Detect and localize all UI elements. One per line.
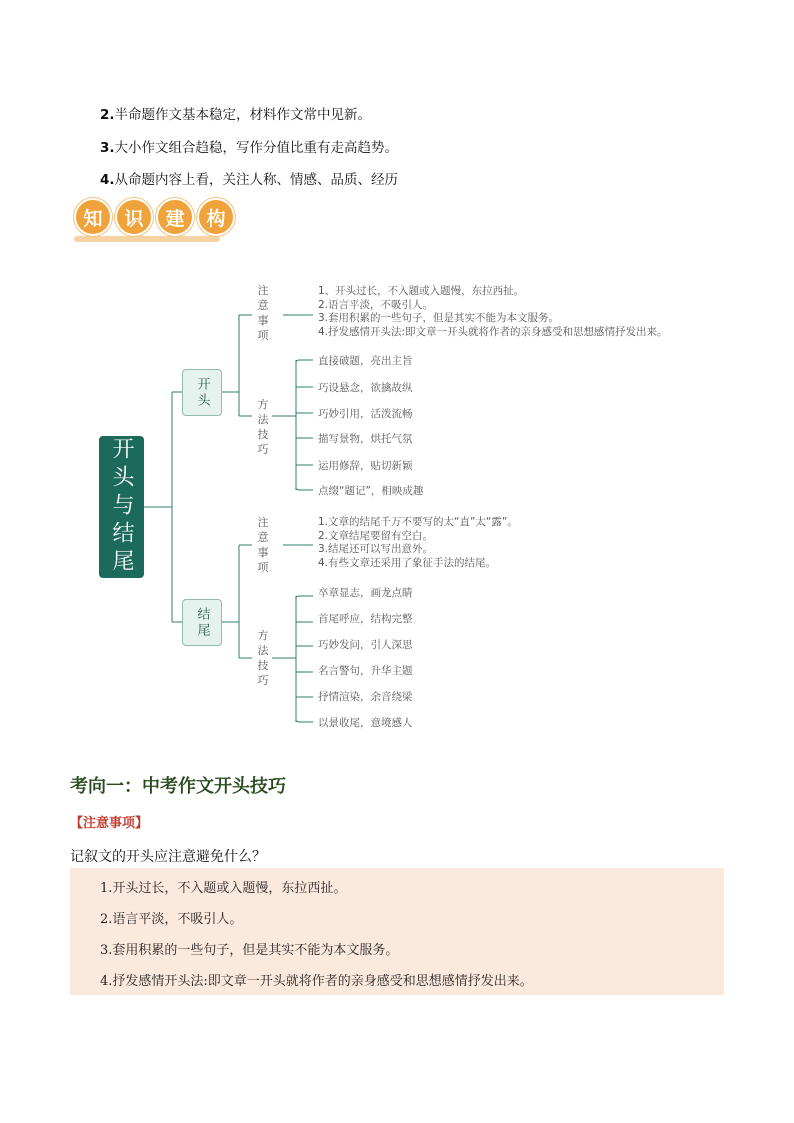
opening-method: 巧妙引用，活泼流畅: [318, 408, 413, 420]
opening-method: 直接破题，亮出主旨: [318, 355, 413, 367]
badge-char: 构: [197, 198, 235, 236]
ending-note: 2.文章结尾要留有空白。: [318, 529, 434, 542]
opening-note: 1、开头过长，不入题或入题慢，东拉西扯。: [318, 285, 525, 297]
ending-method: 以景收尾，意境感人: [318, 717, 413, 729]
ending-method: 抒情渲染，余音绕梁: [318, 691, 413, 703]
opening-method: 点缀“题记”，相映成趣: [318, 485, 424, 497]
opening-method: 巧设悬念，欲擒故纵: [318, 382, 413, 394]
opening-notes-block: [318, 285, 668, 339]
ending-notes-block: [318, 516, 518, 570]
section-title: 考向一：中考作文开头技巧: [70, 776, 286, 797]
notes-item: 2.语言平淡，不吸引人。: [100, 912, 243, 927]
ending-note: 3.结尾还可以写出意外。: [318, 543, 434, 555]
opening-method: 描写景物，烘托气氛: [318, 433, 413, 445]
ending-note: 1.文章的结尾千万不要写的太“直”太“露”。: [318, 516, 518, 528]
notes-item: 4.抒发感情开头法:即文章一开头就将作者的亲身感受和思想感情抒发出来。: [100, 974, 533, 989]
opening-note: 3.套用积累的一些句子，但是其实不能为本文服务。: [318, 312, 560, 324]
node-opening: 开头: [182, 369, 222, 416]
opening-method: 运用修辞，贴切新颖: [318, 460, 413, 472]
question-text: 记叙文的开头应注意避免什么？: [70, 849, 266, 865]
node-ending: 结尾: [182, 599, 222, 646]
badge-char: 建: [156, 198, 194, 236]
opening-methods-label: 方法技巧: [257, 398, 269, 456]
ending-method: 名言警句，升华主题: [318, 665, 413, 677]
intro-line-2: 2.半命题作文基本稳定，材料作文常中见新。: [100, 107, 372, 123]
ending-method: 巧妙发问，引人深思: [318, 639, 413, 651]
opening-note: 4.抒发感情开头法:即文章一开头就将作者的亲身感受和思想感情抒发出来。: [318, 325, 668, 338]
notes-tag: 【注意事项】: [70, 816, 149, 831]
ending-method: 首尾呼应，结构完整: [318, 613, 413, 625]
ending-note: 4.有些文章还采用了象征手法的结尾。: [318, 556, 497, 569]
notes-item: 1.开头过长，不入题或入题慢，东拉西扯。: [100, 881, 347, 896]
badge-char: 知: [74, 198, 112, 236]
mindmap-root: 开头与结尾: [99, 436, 144, 578]
notes-box: [70, 868, 724, 995]
notes-item: 3.套用积累的一些句子，但是其实不能为本文服务。: [100, 943, 399, 958]
ending-notes-label: 注意事项: [257, 516, 269, 574]
intro-line-3: 3.大小作文组合趋稳，写作分值比重有走高趋势。: [100, 140, 399, 156]
opening-notes-label: 注意事项: [257, 284, 269, 342]
badge-char: 识: [115, 198, 153, 236]
opening-note: 2.语言平淡，不吸引人。: [318, 298, 434, 311]
intro-line-4: 4.从命题内容上看，关注人称、情感、品质、经历: [100, 172, 399, 188]
ending-methods-label: 方法技巧: [257, 629, 269, 687]
ending-method: 卒章显志，画龙点睛: [318, 587, 413, 599]
